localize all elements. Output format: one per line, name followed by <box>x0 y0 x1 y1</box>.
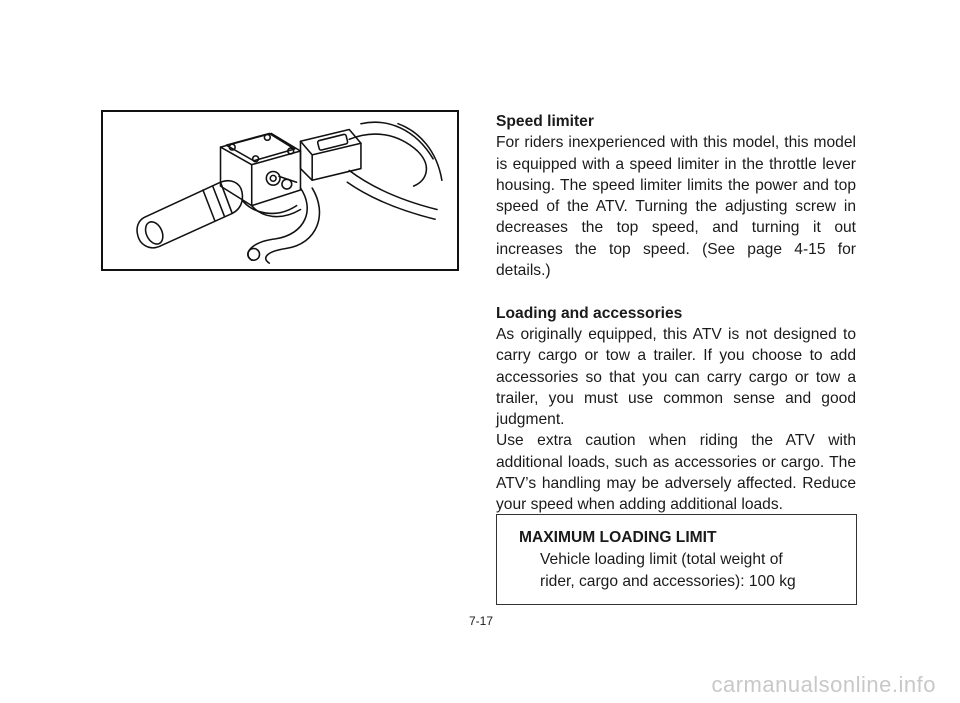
loading-body-1: As originally equipped, this ATV is not designed to carry cargo or tow a trailer. If you choose to add accessories so that you can carry cargo or tow a trailer, you must use common sense and good judgment. <box>496 325 856 429</box>
main-text-column <box>496 111 856 516</box>
spec-title: MAXIMUM LOADING LIMIT <box>519 529 717 546</box>
spec-line-1: Vehicle loading limit (total weight of <box>540 551 783 568</box>
speed-limiter-body: For riders inexperienced with this model, this model is equipped with a speed limiter in the throttle lever housing. The speed limiter limits the power and top speed of the ATV. Turning the adjusting screw in decreases the top speed, and turning it out increases the top speed. (See page 4-15 for details.) <box>496 134 856 280</box>
maximum-loading-limit-box <box>496 514 857 605</box>
loading-body-2: Use extra caution when riding the ATV with additional loads, such as accessories or cargo. The ATV’s handling may be adversely affected. Reduce your speed when adding additional loads. <box>496 432 856 514</box>
throttle-housing-figure <box>101 110 459 271</box>
watermark: carmanualsonline.info <box>711 672 936 697</box>
page-number: 7-17 <box>468 614 494 628</box>
loading-heading: Loading and accessories <box>496 304 683 322</box>
paragraph-spacer <box>496 281 856 302</box>
speed-limiter-heading: Speed limiter <box>496 113 594 130</box>
throttle-lever-housing-illustration <box>103 112 457 269</box>
spec-line-2: rider, cargo and accessories): 100 kg <box>540 573 796 590</box>
